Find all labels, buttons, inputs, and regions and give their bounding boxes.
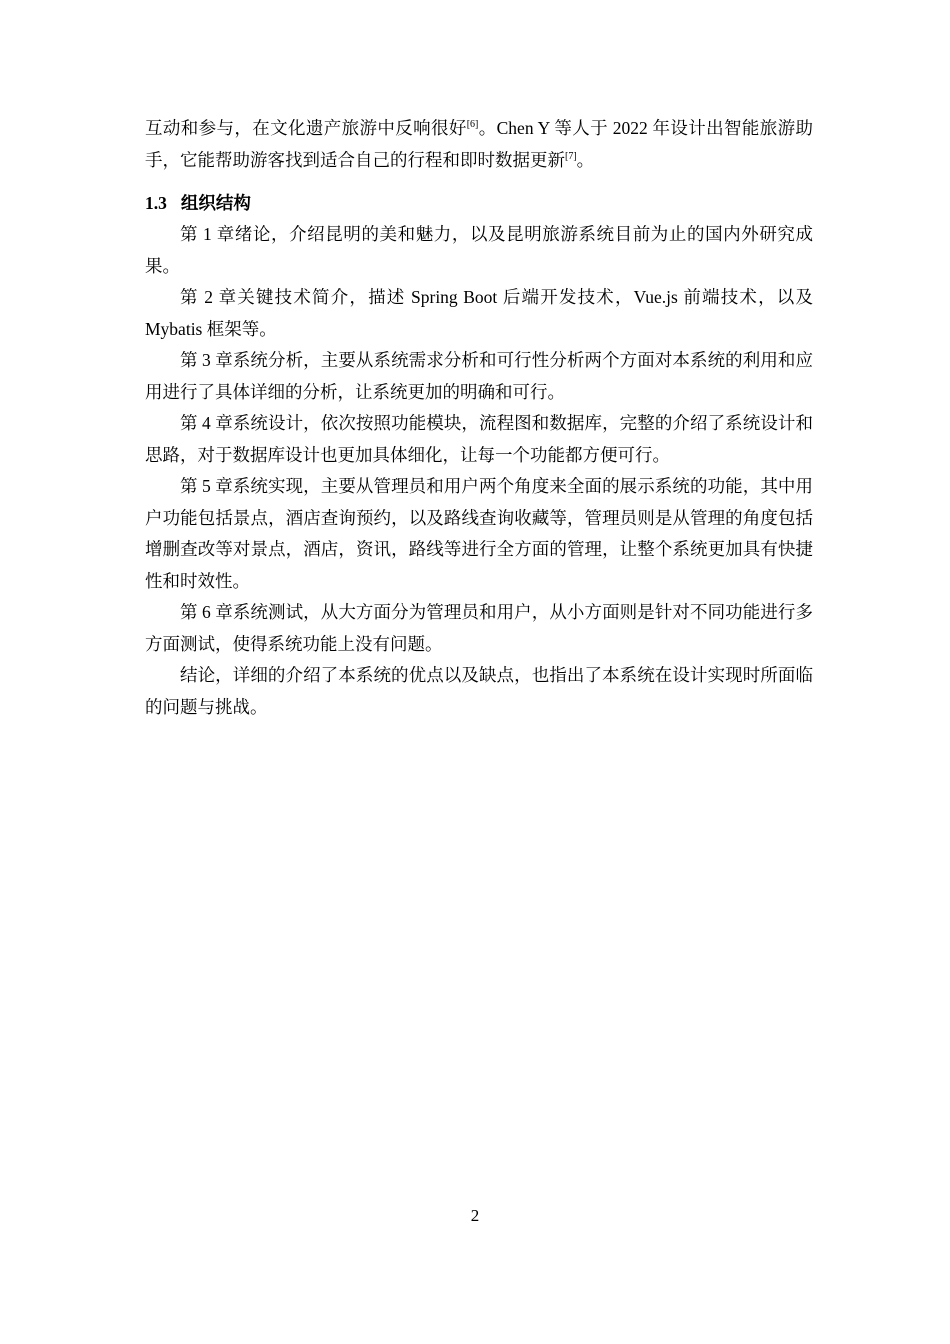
citation-ref-6: [6] — [466, 119, 479, 130]
chapter-1-paragraph: 第 1 章绪论，介绍昆明的美和魅力，以及昆明旅游系统目前为止的国内外研究成果。 — [145, 224, 813, 276]
chapter-2-paragraph: 第 2 章关键技术简介，描述 Spring Boot 后端开发技术，Vue.js 前端技术，以及 Mybatis 框架等。 — [145, 287, 813, 339]
intro-text-end: 。 — [576, 149, 595, 170]
section-number: 1.3 — [145, 193, 167, 213]
section-title: 组织结构 — [180, 193, 251, 213]
page-content — [145, 113, 813, 723]
conclusion-paragraph: 结论，详细的介绍了本系统的优点以及缺点，也指出了本系统在设计实现时所面临的问题与挑战。 — [145, 665, 813, 717]
intro-text-part2: 。Chen Y 等人于 2022 年设计出智能旅游助手，它能帮助游客找到适合自己的行程和即时数据更新 — [145, 118, 814, 170]
page-number: 2 — [470, 1206, 480, 1225]
citation-ref-7: [7] — [565, 150, 577, 162]
intro-text-part1: 互动和参与，在文化遗产旅游中反响很好 — [145, 118, 467, 138]
chapter-3-paragraph: 第 3 章系统分析，主要从系统需求分析和可行性分析两个方面对本系统的利用和应用进行了具体详细的分析，让系统更加的明确和可行。 — [145, 350, 813, 402]
chapter-5-paragraph: 第 5 章系统实现，主要从管理员和用户两个角度来全面的展示系统的功能，其中用户功能包括景点，酒店查询预约，以及路线查询收藏等，管理员则是从管理的角度包括增删查改等对景点，酒店，资讯，路线等进行全方面的管理，让整个系统更加具有快捷性和时效性。 — [145, 476, 813, 591]
chapter-6-paragraph: 第 6 章系统测试，从大方面分为管理员和用户，从小方面则是针对不同功能进行多方面测试，使得系统功能上没有问题。 — [145, 602, 813, 654]
section-heading — [145, 188, 813, 219]
chapter-4-paragraph: 第 4 章系统设计，依次按照功能模块，流程图和数据库，完整的介绍了系统设计和思路，对于数据库设计也更加具体细化，让每一个功能都方便可行。 — [145, 413, 813, 465]
intro-paragraph — [145, 113, 813, 176]
